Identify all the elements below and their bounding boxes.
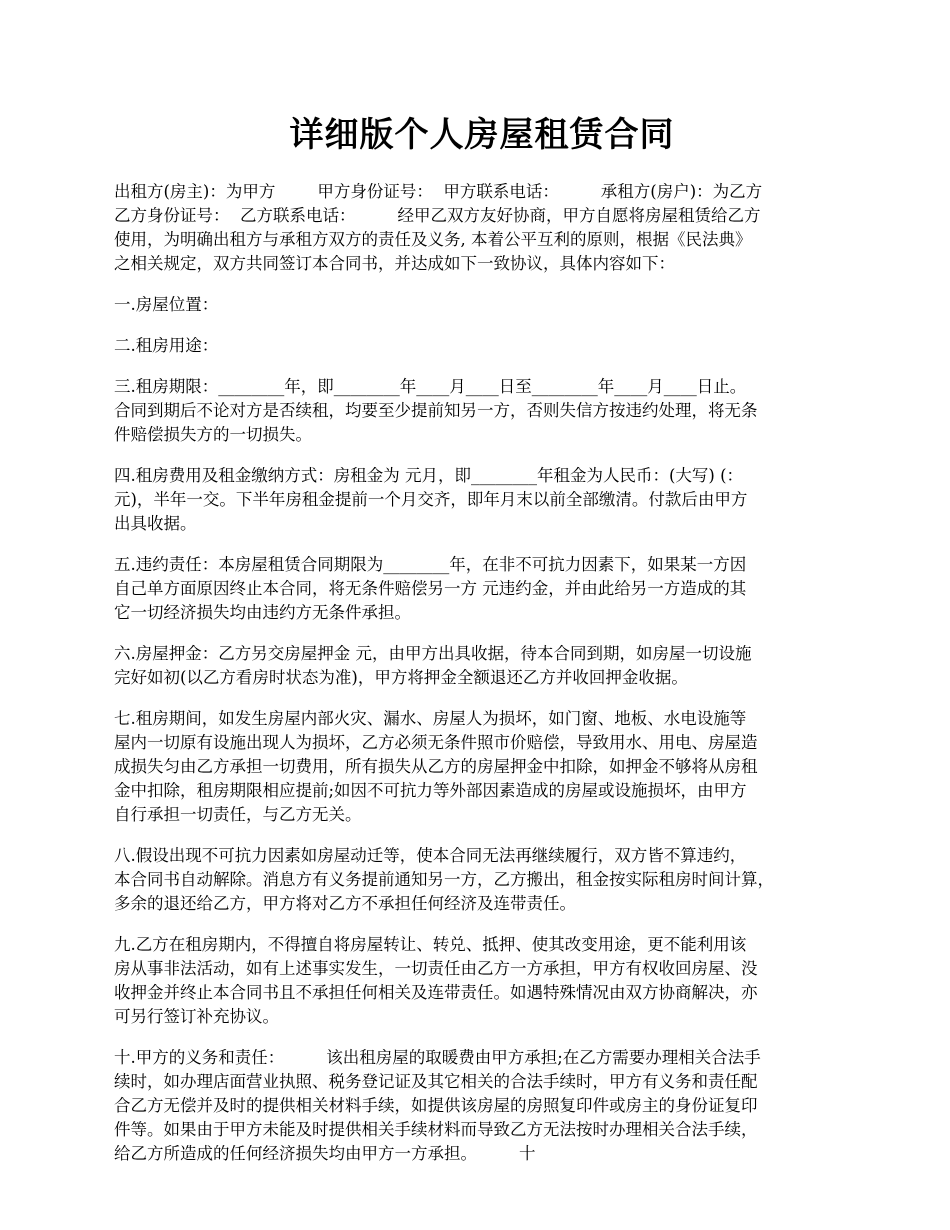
clause-paragraph [114, 464, 850, 536]
text-line: 屋内一切原有设施出现人为损坏，乙方必须无条件照市价赔偿，导致用水、用电、房屋造 [114, 733, 758, 752]
text-line: 金中扣除，租房期限相应提前;如因不可抗力等外部因素造成的房屋或设施损坏，由甲方 [114, 781, 747, 800]
text-line: 它一切经济损失均由违约方无条件承担。 [114, 603, 411, 622]
clause-paragraph [114, 642, 850, 690]
text-line: 件赔偿损失方的一切损失。 [114, 425, 312, 444]
clause-paragraph [114, 707, 850, 827]
clause-paragraph [114, 1046, 850, 1166]
text-line: 出租方(房主)：为甲方 甲方身份证号： 甲方联系电话： 承租方(房户)：为乙方 [114, 182, 763, 201]
clause-paragraph [114, 375, 850, 447]
text-line: 使用，为明确出租方与承租方双方的责任及义务, 本着公平互利的原则，根据《民法典》 [114, 230, 752, 249]
text-line: 乙方身份证号： 乙方联系电话： 经甲乙双方友好协商，甲方自愿将房屋租赁给乙方 [114, 206, 761, 225]
clause-paragraph [114, 293, 850, 317]
text-line: 房从事非法活动，如有上述事实发生，一切责任由乙方一方承担，甲方有权收回房屋、没 [114, 959, 758, 978]
text-line: 件等。如果由于甲方未能及时提供相关手续材料而导致乙方无法按时办理相关合法手续， [114, 1120, 758, 1139]
text-line: 九.乙方在租房期内，不得擅自将房屋转让、转兑、抵押、使其改变用途，更不能利用该 [114, 935, 747, 954]
text-line: 收押金并终止本合同书且不承担任何相关及连带责任。如遇特殊情况由双方协商解决，亦 [114, 983, 758, 1002]
text-line: 五.违约责任：本房屋租赁合同期限为________年，在非不可抗力因素下，如果某一方因 [114, 555, 747, 574]
text-line: 合乙方无偿并及时的提供相关材料手续，如提供该房屋的房照复印件或房主的身份证复印 [114, 1096, 758, 1115]
text-line: 自行承担一切责任，与乙方无关。 [114, 805, 362, 824]
text-line: 可另行签订补充协议。 [114, 1007, 279, 1026]
text-line: 出具收据。 [114, 514, 197, 533]
text-line: 七.租房期间，如发生房屋内部火灾、漏水、房屋人为损坏，如门窗、地板、水电设施等 [114, 709, 747, 728]
text-line: 元)，半年一交。下半年房租金提前一个月交齐，即年月末以前全部缴清。付款后由甲方 [114, 490, 748, 509]
text-line: 完好如初(以乙方看房时状态为准)，甲方将押金全额退还乙方并收回押金收据。 [114, 668, 688, 687]
text-line: 六.房屋押金：乙方另交房屋押金 元，由甲方出具收据，待本合同到期，如房屋一切设施 [114, 644, 752, 663]
text-line: 多余的退还给乙方，甲方将对乙方不承担任何经济及连带责任。 [114, 894, 576, 913]
clause-paragraph [114, 844, 850, 916]
text-line: 成损失匀由乙方承担一切费用，所有损失从乙方的房屋押金中扣除，如押金不够将从房租 [114, 757, 758, 776]
text-line: 本合同书自动解除。消息方有义务提前通知另一方，乙方搬出，租金按实际租房时间计算， [114, 870, 774, 889]
document-title: 详细版个人房屋租赁合同 [289, 115, 675, 155]
document-body [114, 180, 850, 1166]
text-line: 续时，如办理店面营业执照、税务登记证及其它相关的合法手续时，甲方有义务和责任配 [114, 1072, 758, 1091]
text-line: 十.甲方的义务和责任： 该出租房屋的取暖费由甲方承担;在乙方需要办理相关合法手 [114, 1048, 761, 1067]
text-line: 一.房屋位置： [114, 295, 219, 314]
text-line: 四.租房费用及租金缴纳方式：房租金为 元月，即________年租金为人民币：(大写) (： [114, 466, 744, 485]
text-line: 之相关规定，双方共同签订本合同书，并达成如下一致协议，具体内容如下： [114, 254, 675, 273]
text-line: 给乙方所造成的任何经济损失均由甲方一方承担。 十 [114, 1144, 536, 1163]
text-line: 自己单方面原因终止本合同，将无条件赔偿另一方 元违约金，并由此给另一方造成的其 [114, 579, 747, 598]
clause-paragraph [114, 334, 850, 358]
clause-paragraph [114, 180, 850, 276]
clause-paragraph [114, 553, 850, 625]
text-line: 二.租房用途： [114, 336, 219, 355]
text-line: 八.假设出现不可抗力因素如房屋动迁等，使本合同无法再继续履行，双方皆不算违约， [114, 846, 747, 865]
text-line: 三.租房期限：________年，即________年____月____日至________年____月____日止。 [114, 377, 747, 396]
text-line: 合同到期后不论对方是否续租，均要至少提前知另一方，否则失信方按违约处理，将无条 [114, 401, 758, 420]
clause-paragraph [114, 933, 850, 1029]
